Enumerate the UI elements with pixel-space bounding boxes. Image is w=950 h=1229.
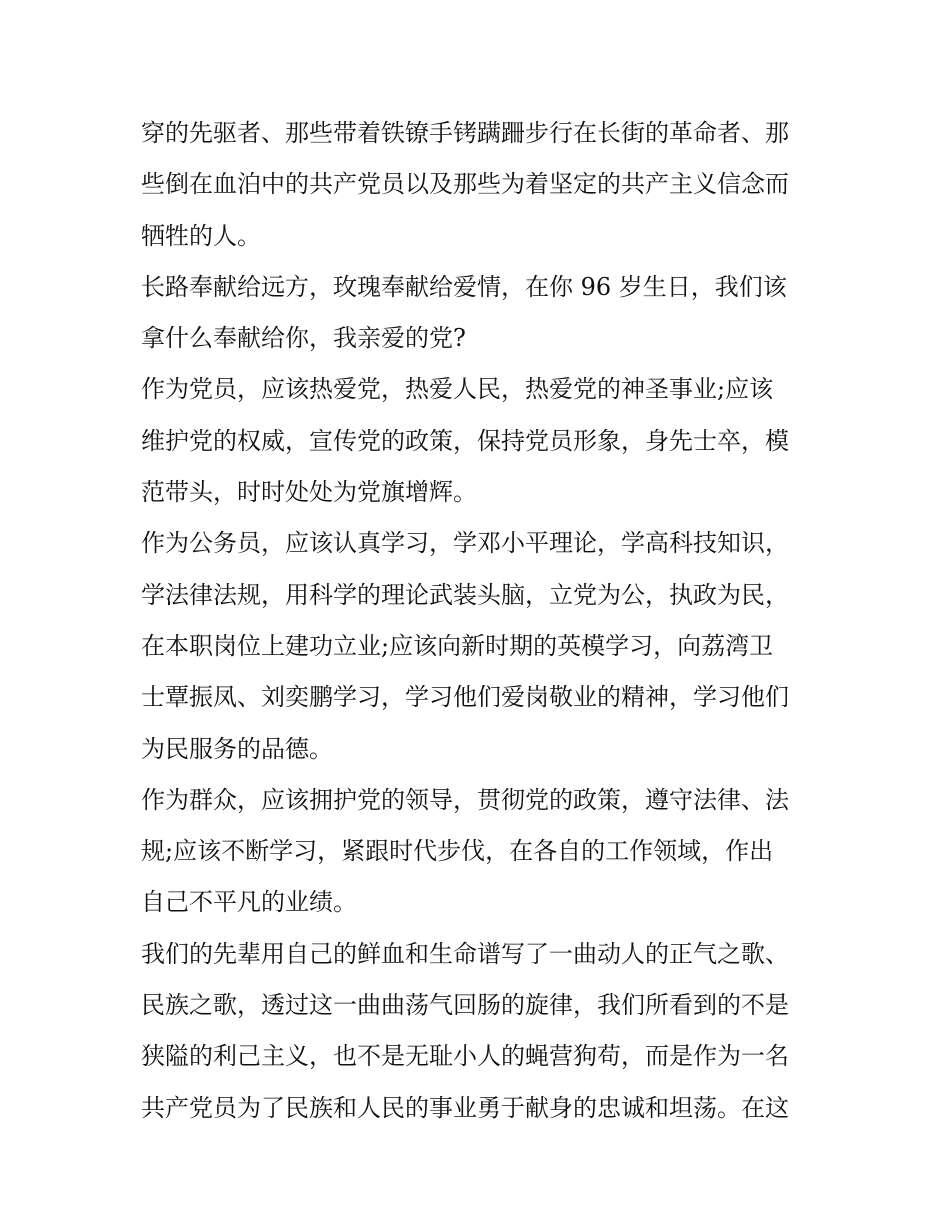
text-line: 共产党员为了民族和人民的事业勇于献身的忠诚和坦荡。在这 (141, 1093, 789, 1122)
text-line: 在本职岗位上建功立业;应该向新时期的英模学习，向荔湾卫 (141, 631, 774, 660)
text-line: 我们的先辈用自己的鲜血和生命谱写了一曲动人的正气之歌、 (141, 939, 789, 968)
text-line: 些倒在血泊中的共产党员以及那些为着坚定的共产主义信念而 (141, 170, 789, 199)
text-line: 作为公务员，应该认真学习，学邓小平理论，学高科技知识， (141, 529, 789, 558)
text-line: 规;应该不断学习，紧跟时代步伐，在各自的工作领域，作出 (141, 837, 774, 866)
text-line: 维护党的权威，宣传党的政策，保持党员形象，身先士卒，模 (141, 426, 789, 455)
document-body (141, 108, 816, 1134)
text-line: 范带头，时时处处为党旗增辉。 (141, 478, 477, 507)
text-line: 作为群众，应该拥护党的领导，贯彻党的政策，遵守法律、法 (141, 785, 789, 814)
text-line: 为民服务的品德。 (141, 734, 333, 763)
text-line: 作为党员，应该热爱党，热爱人民，热爱党的神圣事业;应该 (141, 375, 774, 404)
text-line: 学法律法规，用科学的理论武装头脑，立党为公，执政为民， (141, 580, 789, 609)
text-line: 拿什么奉献给你，我亲爱的党? (141, 324, 466, 353)
text-line: 士覃振凤、刘奕鹏学习，学习他们爱岗敬业的精神，学习他们 (141, 683, 789, 712)
text-line: 穿的先驱者、那些带着铁镣手铐蹒跚步行在长街的革命者、那 (141, 119, 789, 147)
text-line: 长路奉献给远方，玫瑰奉献给爱情，在你 96 岁生日，我们该 (141, 272, 787, 301)
text-line: 狭隘的利己主义，也不是无耻小人的蝇营狗苟，而是作为一名 (141, 1042, 789, 1071)
text-line: 民族之歌，透过这一曲曲荡气回肠的旋律，我们所看到的不是 (141, 991, 789, 1020)
text-line: 自己不平凡的业绩。 (141, 888, 357, 917)
text-line: 牺牲的人。 (141, 221, 261, 250)
